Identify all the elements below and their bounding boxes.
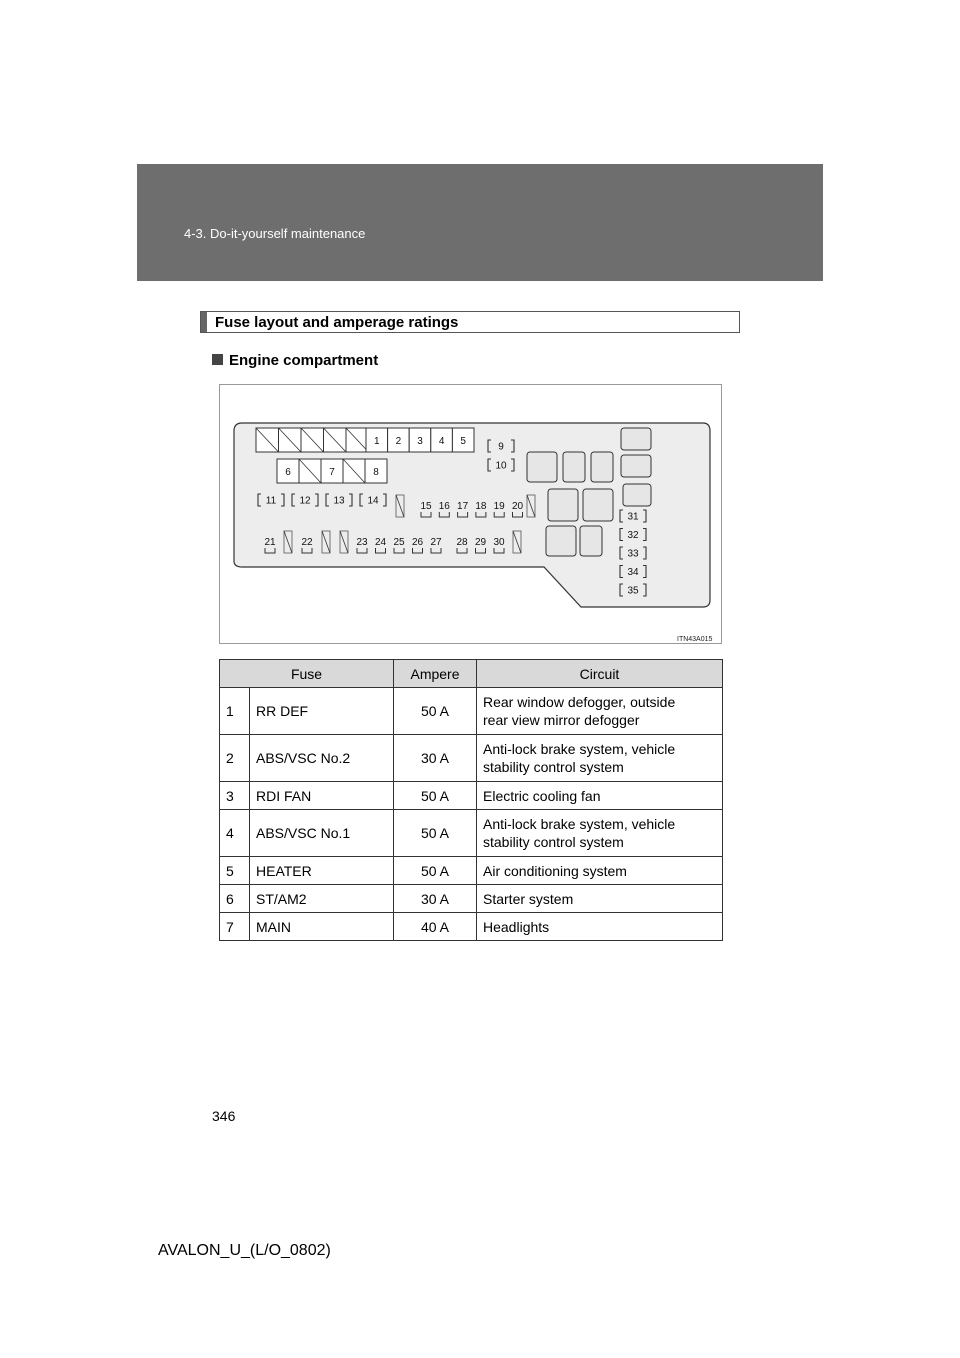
fuse-ampere: 30 A [394, 885, 477, 913]
section-breadcrumb: 4-3. Do-it-yourself maintenance [184, 226, 366, 241]
relay-block [623, 484, 651, 506]
fuse-table [219, 659, 723, 941]
fuse-label: 2 [395, 436, 402, 447]
fuse-label: 30 [493, 537, 505, 548]
subheading [212, 352, 378, 369]
fuse-label: 7 [329, 467, 335, 478]
fuse-number: 1 [220, 688, 250, 735]
fuse-circuit [477, 810, 723, 857]
fuse-label: 34 [627, 567, 639, 578]
fuse-number: 6 [220, 885, 250, 913]
fuse-ampere: 30 A [394, 735, 477, 782]
circuit-line: stability control system [483, 759, 624, 775]
fuse-circuit: Starter system [477, 885, 723, 913]
fuse-circuit: Headlights [477, 913, 723, 941]
fuse-name: ABS/VSC No.1 [250, 810, 394, 857]
fuse-label: 29 [474, 537, 487, 548]
fuse-name: RDI FAN [250, 782, 394, 810]
fuse-ampere: 50 A [394, 857, 477, 885]
fuse-label: 9 [498, 441, 504, 453]
square-bullet-icon [212, 354, 223, 365]
fuse-label: 21 [264, 537, 276, 548]
relay-block [546, 526, 576, 556]
circuit-line: rear view mirror defogger [483, 712, 640, 728]
header-circuit: Circuit [477, 660, 723, 688]
circuit-line: Anti-lock brake system, vehicle [483, 816, 676, 832]
relay-block [527, 452, 557, 482]
section-title-box [200, 311, 740, 333]
circuit-line: Rear window defogger, outside [483, 694, 676, 710]
fuse-label: 12 [299, 495, 311, 507]
relay-block [583, 489, 613, 521]
fuse-label: 27 [430, 537, 442, 548]
relay-block [591, 452, 613, 482]
fuse-label: 28 [456, 537, 468, 548]
fuse-label: 32 [627, 530, 639, 541]
fuse-number: 4 [220, 810, 250, 857]
fuse-name: MAIN [250, 913, 394, 941]
table-row [220, 782, 723, 810]
section-title: Fuse layout and amperage ratings [215, 314, 459, 331]
fuse-circuit: Air conditioning system [477, 857, 723, 885]
fuse-label: 26 [411, 537, 424, 548]
header-band [137, 164, 823, 281]
fuse-label: 17 [457, 501, 469, 512]
table-row [220, 735, 723, 782]
fuse-circuit: Electric cooling fan [477, 782, 723, 810]
fuse-number: 2 [220, 735, 250, 782]
fuse-label: 25 [393, 537, 405, 548]
fuse-label: 8 [373, 467, 379, 478]
table-row [220, 885, 723, 913]
table-row [220, 810, 723, 857]
relay-block [621, 455, 651, 477]
footer-code: AVALON_U_(L/O_0802) [158, 1242, 331, 1259]
subheading-text: Engine compartment [229, 352, 379, 369]
fuse-label: 13 [333, 495, 345, 507]
fuse-circuit [477, 688, 723, 735]
fuse-label: 35 [627, 585, 639, 597]
fuse-name: ABS/VSC No.2 [250, 735, 394, 782]
fuse-label: 1 [374, 436, 380, 447]
fuse-label: 4 [438, 436, 445, 447]
header-ampere: Ampere [394, 660, 477, 688]
page-number: 346 [212, 1108, 236, 1124]
fuse-name: ST/AM2 [250, 885, 394, 913]
circuit-line: stability control system [483, 834, 624, 850]
fuse-ampere: 50 A [394, 688, 477, 735]
relay-block [563, 452, 585, 482]
fuse-name: HEATER [250, 857, 394, 885]
fuse-label: 22 [301, 537, 313, 548]
fuse-label: 16 [438, 501, 450, 512]
fuse-label: 5 [460, 436, 466, 447]
table-row [220, 688, 723, 735]
table-row [220, 913, 723, 941]
fuse-number: 5 [220, 857, 250, 885]
fuse-label: 18 [475, 501, 487, 512]
fuse-name: RR DEF [250, 688, 394, 735]
fuse-label: 14 [367, 495, 379, 507]
fuse-label: 20 [511, 501, 524, 512]
relay-block [580, 526, 602, 556]
fuse-label: 10 [495, 460, 507, 472]
fuse-number: 3 [220, 782, 250, 810]
fuse-label: 15 [420, 501, 432, 512]
table-header-row [220, 660, 723, 688]
relay-block [621, 428, 651, 450]
header-fuse: Fuse [220, 660, 394, 688]
fuse-box-diagram [219, 384, 722, 644]
fuse-label: 19 [493, 501, 505, 512]
fuse-label: 11 [265, 495, 277, 507]
fuse-number: 7 [220, 913, 250, 941]
fuse-ampere: 40 A [394, 913, 477, 941]
fuse-label: 33 [627, 548, 639, 560]
fuse-label: 31 [627, 511, 639, 523]
fuse-label: 6 [285, 467, 291, 478]
fuse-label: 24 [374, 537, 387, 548]
title-accent-bar [201, 312, 207, 332]
fuse-label: 3 [417, 436, 423, 447]
fuse-circuit [477, 735, 723, 782]
fuse-ampere: 50 A [394, 782, 477, 810]
diagram-code: ITN43A015 [677, 636, 713, 643]
circuit-line: Anti-lock brake system, vehicle [483, 741, 676, 757]
fuse-ampere: 50 A [394, 810, 477, 857]
fuse-box-drawing [220, 385, 723, 645]
relay-block [548, 489, 578, 521]
table-row [220, 857, 723, 885]
fuse-label: 23 [356, 537, 368, 548]
